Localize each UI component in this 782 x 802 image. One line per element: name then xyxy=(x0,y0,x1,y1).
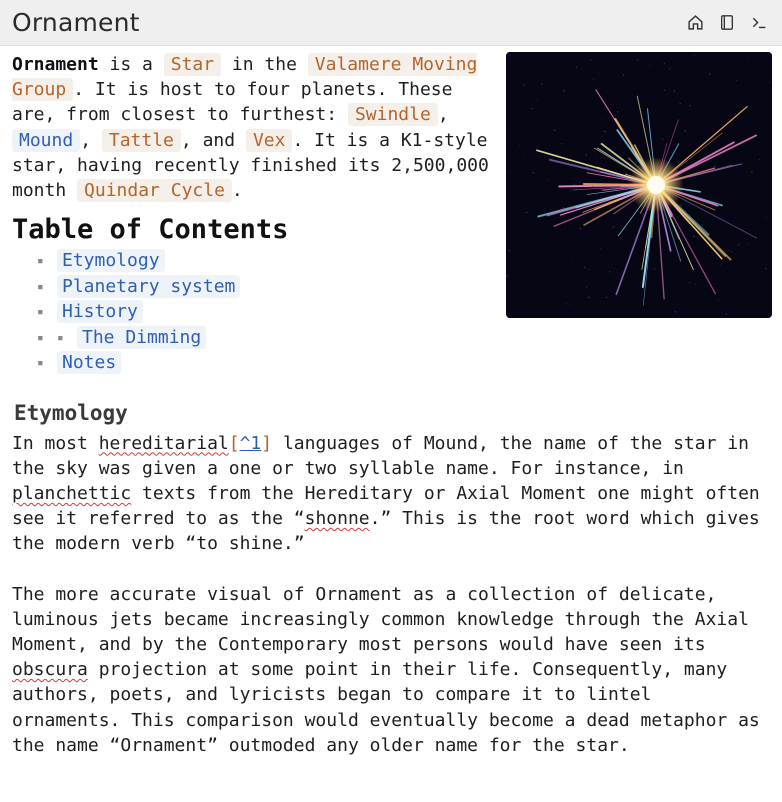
body-text: languages of Mound, the name of the star in the sky was given a one or two syllable name. For instance, in xyxy=(12,432,749,479)
toc-item xyxy=(37,350,770,375)
toc-link-notes[interactable]: Notes xyxy=(57,351,121,374)
toc-sub-list-wrapper xyxy=(37,325,770,350)
body-text: texts from the Hereditary or Axial Moment one might often see it referred to as the “ xyxy=(12,482,760,530)
link-star[interactable]: Star xyxy=(164,53,221,76)
intro-text: , xyxy=(437,104,449,126)
spellcheck-word: planchettic xyxy=(12,482,132,504)
toc-item xyxy=(57,325,770,350)
intro-text: . xyxy=(231,180,243,202)
spellcheck-word: obscura xyxy=(12,659,88,681)
toc-item xyxy=(37,274,770,299)
footnote-bracket: [ xyxy=(228,432,240,454)
toc-heading: Table of Contents xyxy=(12,214,289,246)
etymology-paragraph-1 xyxy=(12,431,770,557)
intro-text: , and xyxy=(180,129,246,151)
table-of-contents xyxy=(12,248,770,375)
toc-link-the-dimming[interactable]: The Dimming xyxy=(77,326,206,349)
toc-item xyxy=(37,248,770,273)
link-valamere-moving-group[interactable]: Valamere Moving Group xyxy=(12,54,478,101)
body-text: .” This is the root word which gives the modern verb “to shine.” xyxy=(12,508,760,555)
body-text: The more accurate visual of Ornament as a collection of delicate, luminous jets became increasingly common knowledge through the Axial Moment, and by the Contemporary most persons would have seen its xyxy=(12,583,749,655)
intro-text: in the xyxy=(221,54,308,75)
home-icon[interactable] xyxy=(686,14,704,32)
toc-link-planetary-system[interactable]: Planetary system xyxy=(57,275,240,298)
link-mound[interactable]: Mound xyxy=(12,129,80,152)
intro-text: , xyxy=(80,129,102,151)
intro-paragraph xyxy=(12,46,496,203)
section-heading-etymology: Etymology xyxy=(14,401,128,426)
top-bar xyxy=(0,0,782,46)
footnote-bracket: ] xyxy=(261,432,273,454)
subject-name: Ornament xyxy=(12,54,99,75)
etymology-paragraph-2 xyxy=(12,582,770,758)
toolbar-icons xyxy=(686,14,770,32)
intro-text: is a xyxy=(98,54,164,75)
toc-link-history[interactable]: History xyxy=(57,300,143,323)
footnote-link[interactable]: ^1 xyxy=(239,432,262,454)
link-swindle[interactable]: Swindle xyxy=(348,103,438,126)
intro-text: . It is host to four planets. These are, from closest to furthest: xyxy=(12,79,453,126)
intro-text: . It is a K1-style star, having recently finished its 2,500,000 month xyxy=(12,129,489,202)
footnote-ref[interactable] xyxy=(229,433,272,454)
spellcheck-word: hereditarial xyxy=(98,432,229,454)
terminal-icon[interactable] xyxy=(750,14,768,32)
toc-sub-list xyxy=(37,325,770,350)
spellcheck-word: shonne xyxy=(304,508,370,530)
link-vex[interactable]: Vex xyxy=(246,129,293,152)
book-icon[interactable] xyxy=(718,14,736,32)
toc-link-etymology[interactable]: Etymology xyxy=(57,249,165,272)
link-quindar-cycle[interactable]: Quindar Cycle xyxy=(77,179,232,202)
body-text: In most xyxy=(12,432,99,454)
body-text: projection at some point in their life. Consequently, many authors, poets, and lyricists began to compare it to lintel ornaments. This comparison would eventually become a dead metaphor as the name “Ornament” outmoded any older name for the star. xyxy=(12,659,760,756)
page-title: Ornament xyxy=(12,8,140,37)
toc-item xyxy=(37,299,770,324)
link-tattle[interactable]: Tattle xyxy=(102,129,181,152)
article xyxy=(0,46,782,758)
